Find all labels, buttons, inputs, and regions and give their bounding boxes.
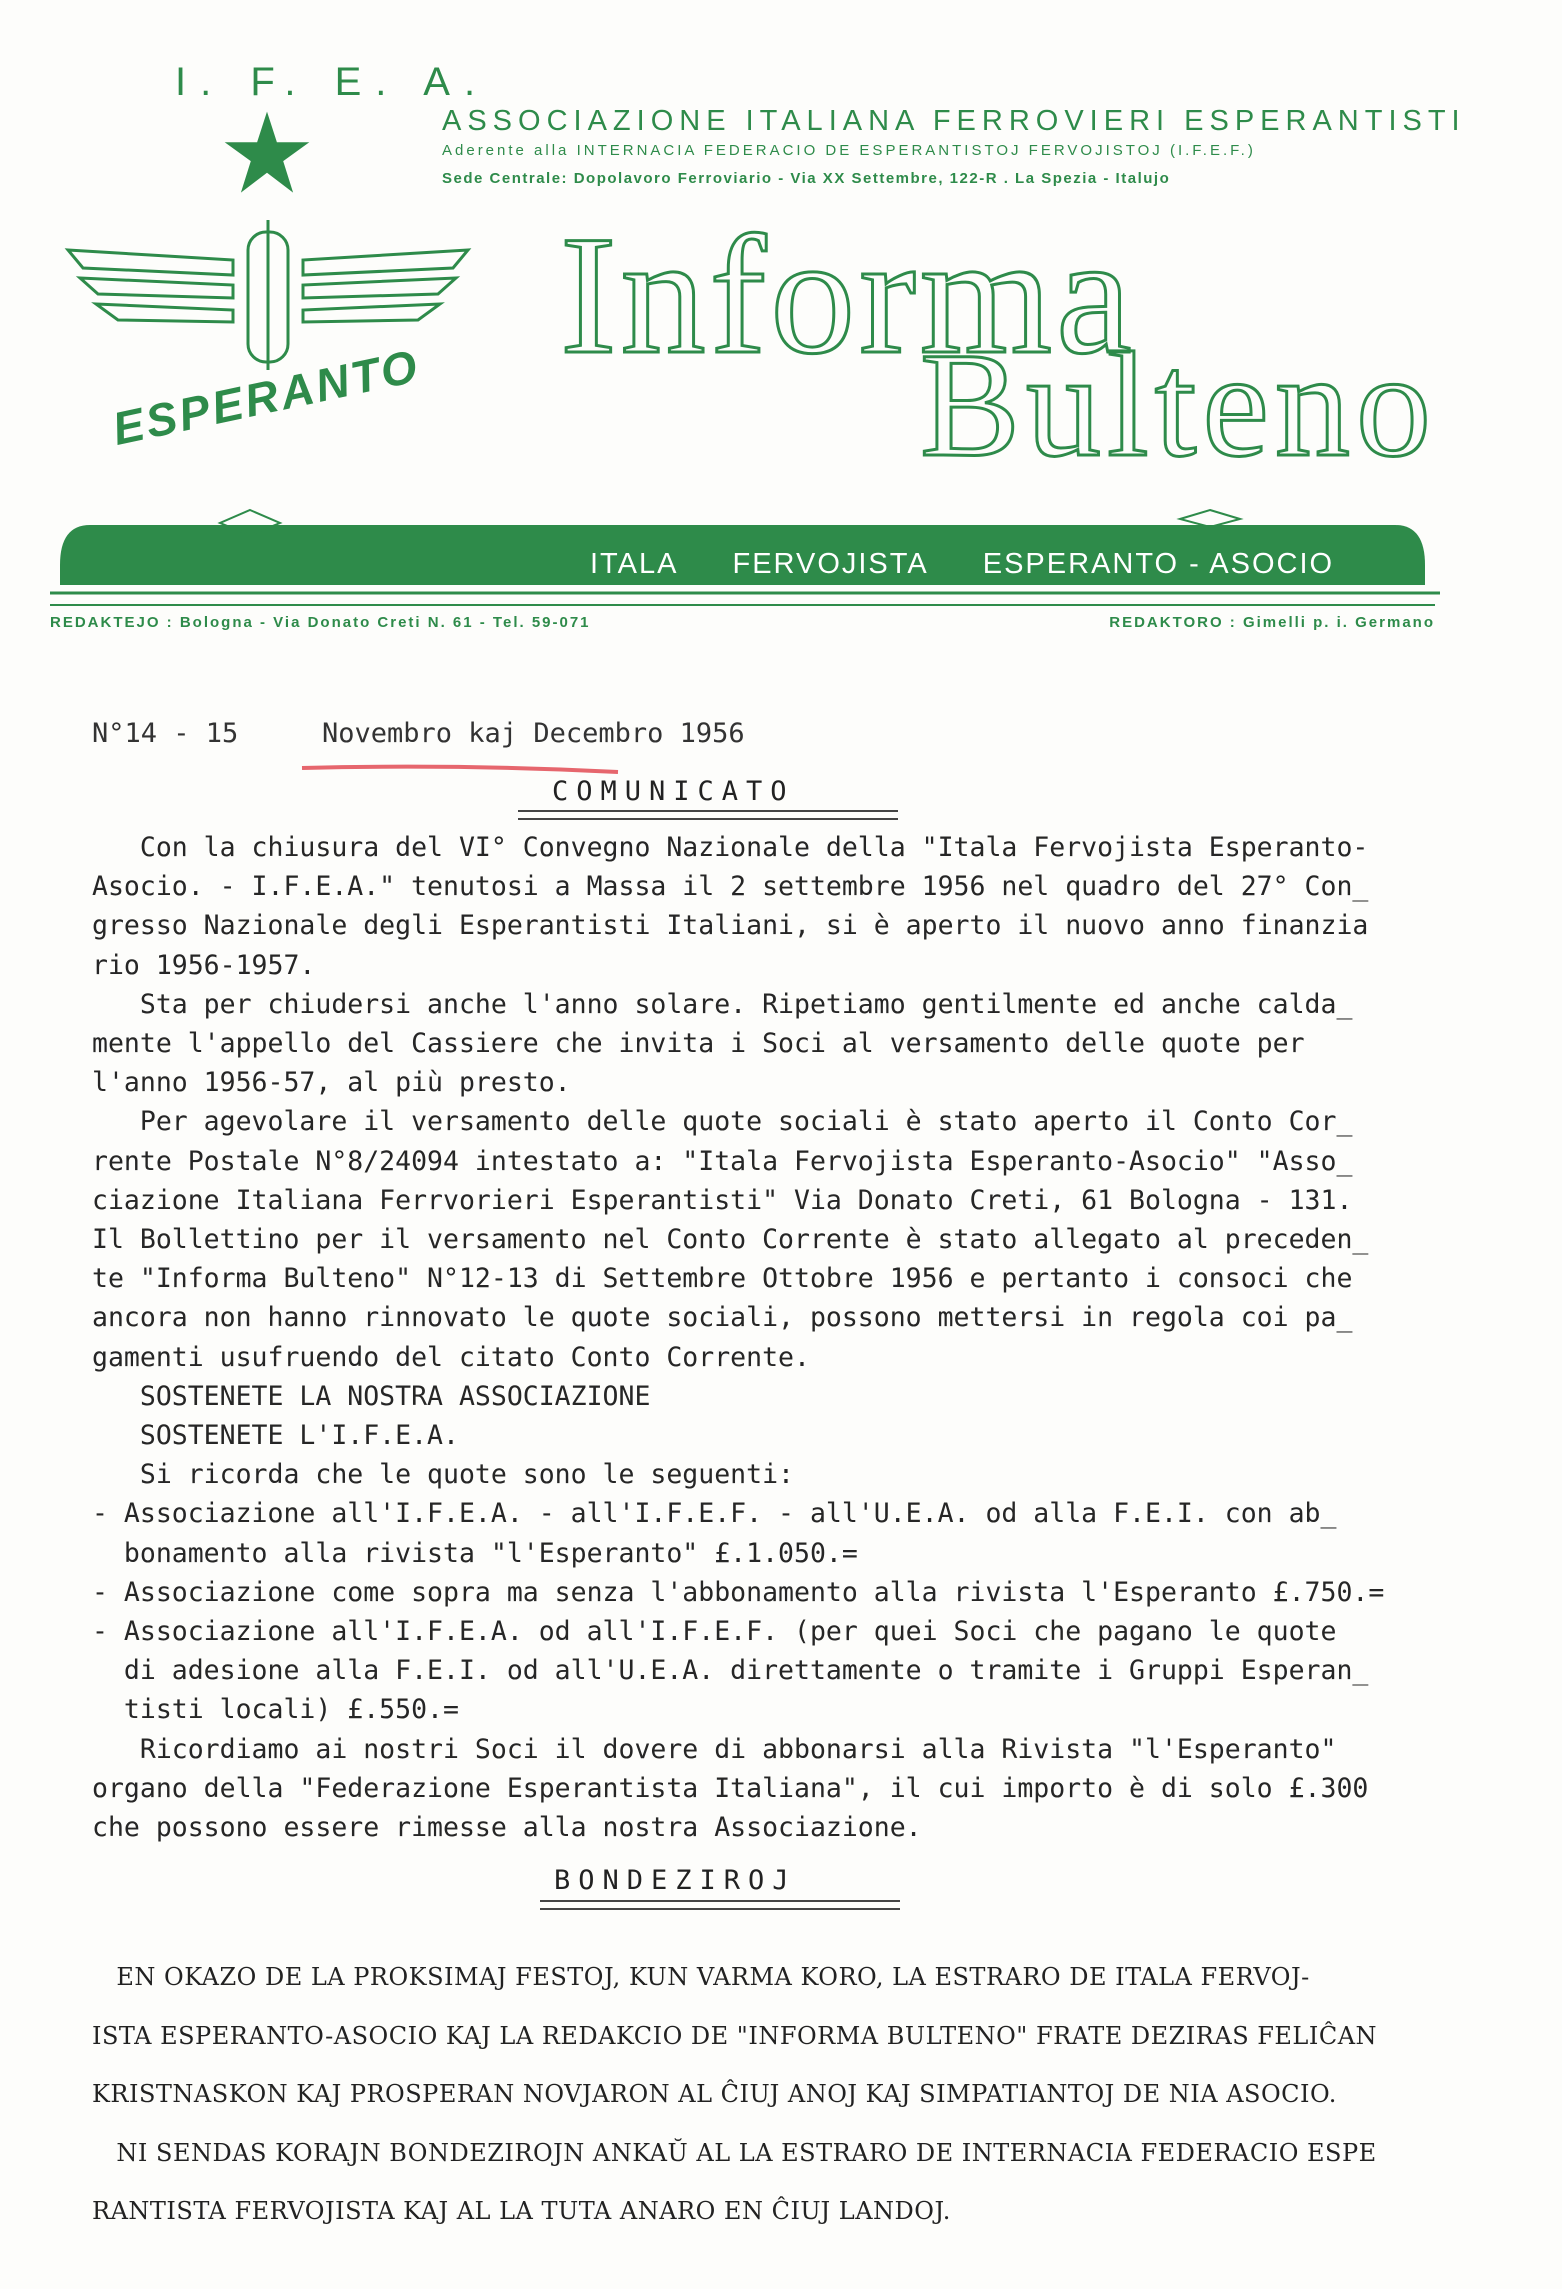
comunicato-line: rente Postale N°8/24094 intestato a: "Itala Fervojista Esperanto-Asocio" "Asso_ — [92, 1145, 1353, 1177]
comunicato-line: SOSTENETE LA NOSTRA ASSOCIAZIONE — [92, 1380, 651, 1412]
red-pencil-underline — [300, 762, 620, 776]
comunicato-heading: COMUNICATO — [552, 776, 795, 807]
train-word-fervojista: FERVOJISTA — [732, 548, 929, 580]
bondeziroj-heading: BONDEZIROJ — [554, 1865, 797, 1896]
title-informa: Informa — [560, 201, 1136, 389]
comunicato-line: l'anno 1956-57, al più presto. — [92, 1067, 571, 1099]
comunicato-line: di adesione alla F.E.I. od all'U.E.A. direttamente o tramite i Gruppi Esperan_ — [92, 1655, 1369, 1687]
comunicato-line: rio 1956-1957. — [92, 949, 316, 981]
comunicato-line: Per agevolare il versamento delle quote sociali è stato aperto il Conto Cor_ — [92, 1106, 1353, 1138]
train-word-itala: ITALA — [590, 548, 679, 580]
issue-number: N°14 - 15 — [92, 718, 239, 749]
redaktejo-address: REDAKTEJO : Bologna - Via Donato Creti N. 61 - Tel. 59-071 — [50, 614, 591, 631]
comunicato-line: Sta per chiudersi anche l'anno solare. Ripetiamo gentilmente ed anche calda_ — [92, 988, 1353, 1020]
bondeziroj-line: EN OKAZO DE LA PROKSIMAJ FESTOJ, KUN VARMA KORO, LA ESTRARO DE ITALA FERVOJ- — [92, 1963, 1310, 1991]
bondeziroj-line: NI SENDAS KORAJN BONDEZIROJN ANKAŬ AL LA ESTRARO DE INTERNACIA FEDERACIO ESPE — [92, 2138, 1377, 2167]
bondeziroj-line: KRISTNASKON KAJ PROSPERAN NOVJARON AL ĈIUJ ANOJ KAJ SIMPATIANTOJ DE NIA ASOCIO. — [92, 2080, 1337, 2108]
comunicato-line: gresso Nazionale degli Esperantisti Italiani, si è aperto il nuovo anno finanzia — [92, 910, 1369, 942]
comunicato-line: te "Informa Bulteno" N°12-13 di Settembre Ottobre 1956 e pertanto i consoci che — [92, 1263, 1353, 1295]
comunicato-line: Si ricorda che le quote sono le seguenti: — [92, 1459, 794, 1491]
masthead-divider — [50, 604, 1435, 606]
ifea-acronym: I. F. E. A. — [175, 60, 490, 104]
aderente-line: Aderente alla INTERNACIA FEDERACIO DE ESPERANTISTOJ FERVOJISTOJ (I.F.E.F.) — [442, 142, 1256, 159]
title-bulteno: Bulteno — [920, 322, 1437, 488]
redaktejo-line — [50, 614, 1435, 631]
bondeziroj-heading-rule — [540, 1900, 900, 1910]
comunicato-line: Con la chiusura del VI° Convegno Nazionale della "Itala Fervojista Esperanto- — [92, 832, 1369, 863]
comunicato-body — [92, 828, 1492, 1847]
comunicato-line: mente l'appello del Cassiere che invita i Soci al versamento delle quote per — [92, 1028, 1305, 1060]
comunicato-line: ancora non hanno rinnovato le quote sociali, possono mettersi in regola coi pa_ — [92, 1302, 1353, 1334]
comunicato-line: - Associazione all'I.F.E.A. od all'I.F.E.F. (per quei Soci che pagano le quote — [92, 1616, 1337, 1648]
comunicato-line: organo della "Federazione Esperantista Italiana", il cui importo è di solo £.300 — [92, 1772, 1369, 1804]
comunicato-line: che possono essere rimesse alla nostra Associazione. — [92, 1812, 922, 1844]
comunicato-line: ciazione Italiana Ferrvorieri Esperantisti" Via Donato Creti, 61 Bologna - 131. — [92, 1184, 1353, 1216]
comunicato-line: bonamento alla rivista "l'Esperanto" £.1.050.= — [92, 1537, 858, 1569]
green-star-icon — [222, 108, 312, 198]
comunicato-line: Ricordiamo ai nostri Soci il dovere di abbonarsi alla Rivista "l'Esperanto" — [92, 1733, 1337, 1765]
bondeziroj-body — [92, 1948, 1492, 2241]
bondeziroj-line: ISTA ESPERANTO-ASOCIO KAJ LA REDAKCIO DE "INFORMA BULTENO" FRATE DEZIRAS FELIĈAN — [92, 2021, 1378, 2050]
comunicato-line: - Associazione all'I.F.E.A. - all'I.F.E.F. - all'U.E.A. od alla F.E.I. con ab_ — [92, 1498, 1337, 1530]
comunicato-line: gamenti usufruendo del citato Conto Corrente. — [92, 1341, 810, 1373]
train-word-esperanto-asocio: ESPERANTO - ASOCIO — [982, 548, 1335, 580]
issue-date: Novembro kaj Decembro 1956 — [322, 718, 745, 749]
train-banner-text — [590, 548, 1335, 581]
comunicato-line: SOSTENETE L'I.F.E.A. — [92, 1420, 459, 1452]
comunicato-line: tisti locali) £.550.= — [92, 1694, 459, 1726]
association-name: ASSOCIAZIONE ITALIANA FERROVIERI ESPERANTISTI — [442, 105, 1466, 137]
comunicato-line: Asocio. - I.F.E.A." tenutosi a Massa il 2 settembre 1956 nel quadro del 27° Con_ — [92, 871, 1369, 903]
redaktoro-name: REDAKTORO : Gimelli p. i. Germano — [1109, 614, 1435, 631]
esperanto-emblem-text: ESPERANTO — [108, 339, 425, 455]
bondeziroj-line: RANTISTA FERVOJISTA KAJ AL LA TUTA ANARO EN ĈIUJ LANDOJ. — [92, 2197, 951, 2225]
comunicato-line: - Associazione come sopra ma senza l'abbonamento alla rivista l'Esperanto £.750.= — [92, 1576, 1385, 1608]
sede-centrale-line: Sede Centrale: Dopolavoro Ferroviario - Via XX Settembre, 122-R . La Spezia - Italujo — [442, 170, 1171, 187]
comunicato-heading-rule — [518, 810, 898, 820]
comunicato-line: Il Bollettino per il versamento nel Conto Corrente è stato allegato al preceden_ — [92, 1224, 1369, 1256]
